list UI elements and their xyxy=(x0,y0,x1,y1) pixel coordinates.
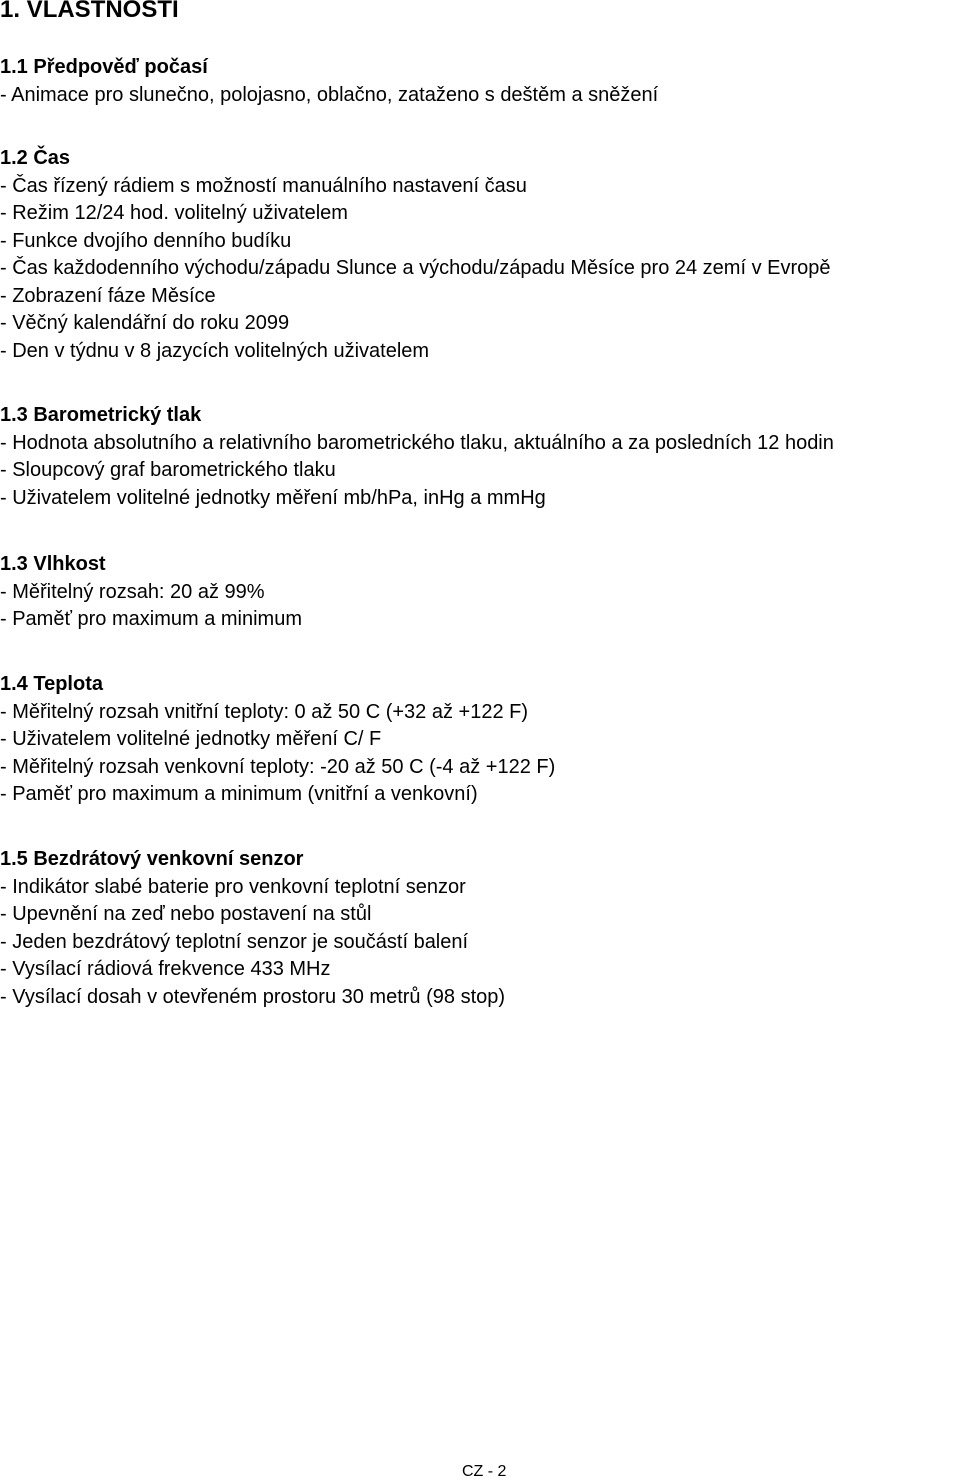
list-item: - Čas každodenního východu/západu Slunce a východu/západu Měsíce pro 24 zemí v Evropě xyxy=(0,257,831,279)
list-item: - Vysílací rádiová frekvence 433 MHz xyxy=(0,958,331,980)
section-heading: 1.2 Čas xyxy=(0,147,71,169)
list-item: - Měřitelný rozsah venkovní teploty: -20 až 50 C (-4 až +122 F) xyxy=(0,755,556,778)
list-item: - Uživatelem volitelné jednotky měření mb/hPa, inHg a mmHg xyxy=(0,486,546,509)
section-temperature xyxy=(0,671,960,809)
list-item: - Měřitelný rozsah: 20 až 99% xyxy=(0,580,265,603)
section-heading: 1.5 Bezdrátový venkovní senzor xyxy=(0,848,304,870)
list-item: - Vysílací dosah v otevřeném prostoru 30 metrů (98 stop) xyxy=(0,985,506,1008)
section-wireless-sensor xyxy=(0,846,960,1011)
list-item: - Režim 12/24 hod. volitelný uživatelem xyxy=(0,202,348,224)
feature-list xyxy=(0,430,960,513)
list-item: - Den v týdnu v 8 jazycích volitelných uživatelem xyxy=(0,339,430,362)
list-item: - Uživatelem volitelné jednotky měření C/ F xyxy=(0,728,382,750)
section-barometric-pressure xyxy=(0,402,960,512)
section-humidity xyxy=(0,551,960,634)
list-item: - Paměť pro maximum a minimum xyxy=(0,608,303,630)
list-item: - Čas řízený rádiem s možností manuálního nastavení času xyxy=(0,174,527,197)
list-item: - Zobrazení fáze Měsíce xyxy=(0,284,216,307)
list-item: - Animace pro slunečno, polojasno, oblačno, zataženo s deštěm a sněžení xyxy=(0,83,659,106)
feature-list xyxy=(0,82,960,110)
section-weather-forecast xyxy=(0,54,960,109)
list-item: - Věčný kalendářní do roku 2099 xyxy=(0,312,290,334)
feature-list xyxy=(0,579,960,634)
list-item: - Paměť pro maximum a minimum (vnitřní a venkovní) xyxy=(0,783,478,805)
list-item: - Funkce dvojího denního budíku xyxy=(0,229,292,252)
feature-list xyxy=(0,173,960,366)
page-number: CZ - 2 xyxy=(462,1463,507,1480)
list-item: - Sloupcový graf barometrického tlaku xyxy=(0,459,336,481)
section-heading: 1.3 Barometrický tlak xyxy=(0,404,202,426)
feature-list xyxy=(0,874,960,1012)
feature-list xyxy=(0,699,960,809)
list-item: - Indikátor slabé baterie pro venkovní teplotní senzor xyxy=(0,875,466,898)
list-item: - Měřitelný rozsah vnitřní teploty: 0 až 50 C (+32 až +122 F) xyxy=(0,700,529,723)
list-item: - Hodnota absolutního a relativního barometrického tlaku, aktuálního a za posledních 12 hodin xyxy=(0,431,834,454)
page-title: 1. VLASTNOSTI xyxy=(0,0,179,23)
section-time xyxy=(0,145,960,365)
list-item: - Jeden bezdrátový teplotní senzor je součástí balení xyxy=(0,930,469,953)
list-item: - Upevnění na zeď nebo postavení na stůl xyxy=(0,903,372,925)
section-heading: 1.1 Předpověď počasí xyxy=(0,56,208,78)
section-heading: 1.3 Vlhkost xyxy=(0,553,106,575)
section-heading: 1.4 Teplota xyxy=(0,673,103,695)
